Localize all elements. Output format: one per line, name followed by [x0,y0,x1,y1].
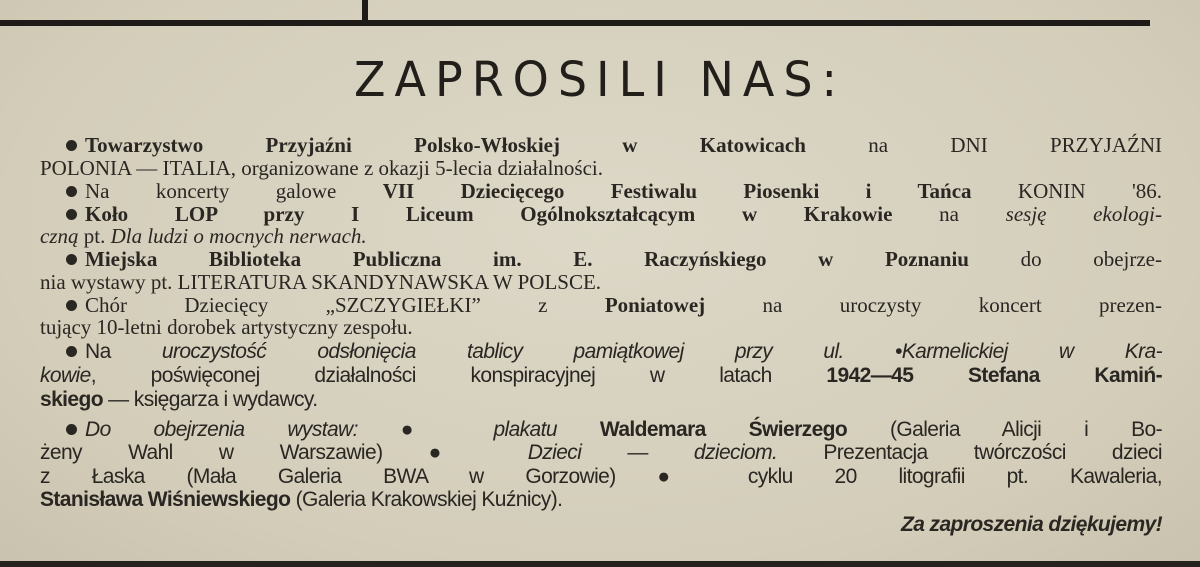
text-segment: Miejska Biblioteka Publiczna im. E. Raczyńskiego w Poznaniu [85,247,969,271]
article-line [40,513,1162,537]
text-segment: ● [400,418,494,441]
text-segment: Na [85,340,162,363]
text-segment: z Łaska (Mała Galeria BWA w Gorzowie) ● cyklu 20 litografii pt. Kawaleria, [40,465,1162,488]
text-segment: na DNI PRZYJAŹNI [805,133,1163,157]
text-segment: Towarzystwo Przyjaźni Polsko-Włoskiej w Katowicach [85,133,806,157]
article-title: ZAPROSILI NAS: [353,50,847,108]
text-segment: na [892,202,1006,226]
article-line [66,340,1162,364]
bullet-icon [66,140,77,151]
text-segment: plakatu [493,418,600,441]
bullet-icon [66,186,77,197]
text-segment: Waldemara Świerzego [599,418,848,441]
article-line [40,441,1162,465]
text-segment: , poświęconej działalności konspiracyjnej w latach [90,364,827,387]
article-line [66,418,1162,442]
article-line [40,224,1162,248]
text-segment: Koło LOP przy I Liceum Ogólnokształcącym w Krakowie [85,202,893,226]
article-line [40,388,1162,412]
article-line [40,156,1162,180]
text-segment: tujący 10-letni dorobek artystyczny zespołu. [40,315,413,339]
column-divider [362,0,368,24]
text-segment: — księgarza i wydawcy. [102,388,318,411]
text-segment: kowie [40,364,91,387]
top-rule-divider [0,20,1150,26]
text-segment: żeny Wahl w Warszawie) ● [40,441,528,464]
article-line [40,364,1162,388]
text-segment: KONIN '86. [971,179,1162,203]
text-segment: Dla ludzi o mocnych nerwach. [110,224,367,248]
bullet-icon [66,424,77,435]
article-line [66,247,1162,271]
text-segment: skiego [40,388,103,411]
article-line [40,315,1162,339]
text-segment: POLONIA — ITALIA, organizowane z okazji 5-lecia działalności. [40,156,603,180]
text-segment: Na koncerty galowe [85,179,383,203]
article-line [40,465,1162,489]
text-segment: 1942—45 Stefana Kamiń- [826,364,1163,387]
text-segment: do obejrze- [968,247,1162,271]
bottom-edge [0,561,1200,567]
article-line [40,488,1162,512]
bullet-icon [66,254,77,265]
text-segment: Chór Dziecięcy „SZCZYGIEŁKI” z [85,293,605,317]
text-segment: Stanisława Wiśniewskiego [40,488,291,511]
article-line [66,133,1162,157]
text-segment: VII Dziecięcego Festiwalu Piosenki i Tańca [382,179,972,203]
text-segment: uroczystość odsłonięcia tablicy pamiątkowej przy ul. •Karmelickiej w Kra- [161,340,1162,363]
bullet-icon [66,300,77,311]
article-line [40,270,1162,294]
bullet-icon [66,346,77,357]
bullet-icon [66,209,77,220]
text-segment: Poniatowej [604,293,706,317]
text-segment: Za zaproszenia dziękujemy! [901,513,1162,536]
text-segment: Dzieci — dzieciom. [527,441,778,464]
text-segment: na uroczysty koncert prezen- [705,293,1162,317]
text-segment: (Galeria Krakowskiej Kuźnicy). [290,488,563,511]
text-segment: nia wystawy pt. LITERATURA SKANDYNAWSKA W POLSCE. [40,270,602,294]
text-segment: czną [40,224,79,248]
article-line [66,179,1162,203]
text-segment: pt. [78,224,111,248]
text-segment: sesję ekologi- [1005,202,1162,226]
text-segment: (Galeria Alicji i Bo- [847,418,1163,441]
article-line [66,293,1162,317]
text-segment: Prezentacja twórczości dzieci [777,441,1162,464]
text-segment: Do obejrzenia wystaw: [85,418,401,441]
article-line [66,202,1162,226]
